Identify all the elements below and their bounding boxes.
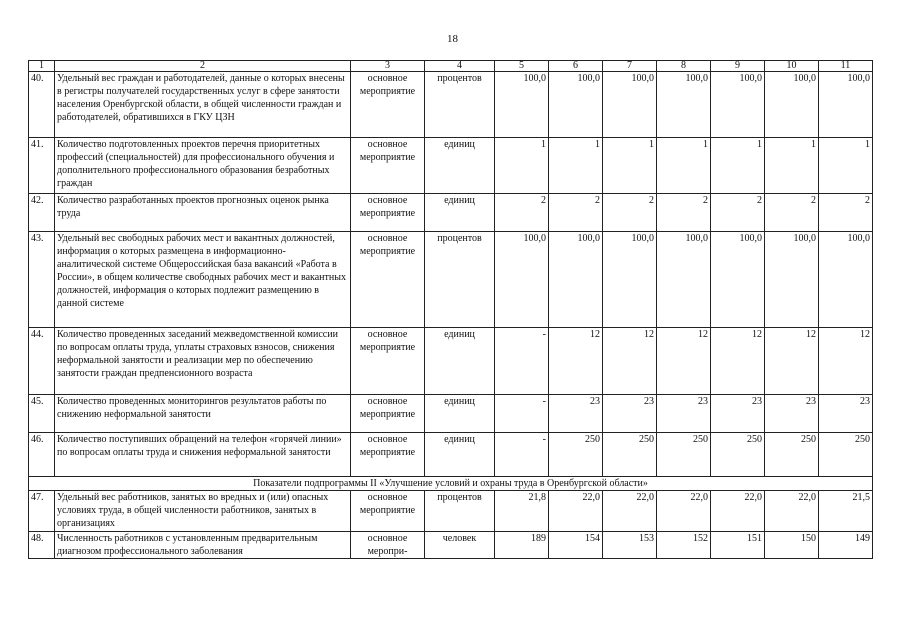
row-number: 48. [29, 532, 55, 559]
indicator-value: 152 [657, 532, 711, 559]
indicator-value: 250 [711, 433, 765, 477]
unit-of-measure: процентов [425, 232, 495, 328]
indicator-value: 100,0 [603, 232, 657, 328]
table-row [29, 491, 873, 532]
indicator-type: основное мероприятие [351, 433, 425, 477]
column-number-2: 2 [55, 61, 351, 72]
indicator-value: 153 [603, 532, 657, 559]
page-number: 18 [447, 33, 458, 45]
indicator-value: 23 [711, 395, 765, 433]
column-number-4: 4 [425, 61, 495, 72]
indicator-value: 23 [657, 395, 711, 433]
indicator-value: 2 [495, 194, 549, 232]
indicator-value: - [495, 433, 549, 477]
row-number: 46. [29, 433, 55, 477]
indicator-value: 100,0 [495, 232, 549, 328]
unit-of-measure: единиц [425, 328, 495, 395]
indicator-value: 21,5 [819, 491, 873, 532]
indicator-value: 100,0 [603, 72, 657, 138]
indicator-value: 154 [549, 532, 603, 559]
row-number: 43. [29, 232, 55, 328]
indicator-value: 149 [819, 532, 873, 559]
indicator-value: 151 [711, 532, 765, 559]
indicator-value: 12 [765, 328, 819, 395]
indicator-value: 2 [603, 194, 657, 232]
indicator-name: Количество подготовленных проектов перечня приоритетных профессий (специальностей) для профессионального обучения и дополнительного профессионального образования безработных граждан [55, 138, 351, 194]
indicator-value: 23 [549, 395, 603, 433]
column-number-7: 7 [603, 61, 657, 72]
indicator-value: 100,0 [711, 72, 765, 138]
indicator-name: Удельный вес граждан и работодателей, данные о которых внесены в регистры получателей государственных услуг в сфере занятости населения Оренбургской области, в общей численности граждан и работодателей, обратившихся в ГКУ ЦЗН [55, 72, 351, 138]
indicator-value: 250 [549, 433, 603, 477]
unit-of-measure: единиц [425, 395, 495, 433]
indicator-value: 250 [603, 433, 657, 477]
indicator-value: 100,0 [819, 232, 873, 328]
indicator-name: Удельный вес работников, занятых во вредных и (или) опасных условиях труда, в общей численности работников, занятых в организациях [55, 491, 351, 532]
indicator-value: 2 [549, 194, 603, 232]
column-number-10: 10 [765, 61, 819, 72]
indicator-value: 12 [711, 328, 765, 395]
column-number-3: 3 [351, 61, 425, 72]
indicator-value: 2 [657, 194, 711, 232]
indicator-value: 100,0 [711, 232, 765, 328]
table-row [29, 232, 873, 328]
indicator-value: 21,8 [495, 491, 549, 532]
indicator-value: 250 [657, 433, 711, 477]
row-number: 41. [29, 138, 55, 194]
indicator-value: 1 [495, 138, 549, 194]
indicator-value: 2 [819, 194, 873, 232]
indicator-value: 23 [765, 395, 819, 433]
indicator-name: Количество проведенных заседаний межведомственной комиссии по вопросам оплаты труда, уплаты страховых взносов, снижения неформальной занятости и реализации мер по обеспечению занятости граждан предпенсионного возраста [55, 328, 351, 395]
row-number: 44. [29, 328, 55, 395]
indicator-value: 250 [765, 433, 819, 477]
indicator-value: 12 [819, 328, 873, 395]
indicator-value: 100,0 [765, 232, 819, 328]
indicator-value: 100,0 [819, 72, 873, 138]
table-row [29, 138, 873, 194]
indicator-value: 23 [603, 395, 657, 433]
indicator-value: - [495, 395, 549, 433]
indicator-name: Количество проведенных мониторингов результатов работы по снижению неформальной занятости [55, 395, 351, 433]
row-number: 47. [29, 491, 55, 532]
indicator-type: основное мероприятие [351, 138, 425, 194]
indicator-value: 12 [549, 328, 603, 395]
indicator-value: 1 [549, 138, 603, 194]
unit-of-measure: единиц [425, 138, 495, 194]
indicator-value: 1 [711, 138, 765, 194]
section-row [29, 477, 873, 491]
indicator-type: основное мероприятие [351, 328, 425, 395]
indicator-type: основное мероприятие [351, 232, 425, 328]
indicator-type: основное мероприятие [351, 395, 425, 433]
table-row [29, 395, 873, 433]
unit-of-measure: единиц [425, 433, 495, 477]
unit-of-measure: человек [425, 532, 495, 559]
indicator-type: основное мероприятие [351, 72, 425, 138]
indicator-value: 12 [603, 328, 657, 395]
indicator-value: 1 [657, 138, 711, 194]
table-body [29, 72, 873, 559]
indicators-table [28, 60, 873, 559]
subprogram-section-title: Показатели подпрограммы II «Улучшение условий и охраны труда в Оренбургской области» [29, 477, 873, 491]
indicator-value: 100,0 [657, 72, 711, 138]
indicator-value: 100,0 [549, 72, 603, 138]
indicator-value: 2 [711, 194, 765, 232]
table-row [29, 532, 873, 559]
column-number-5: 5 [495, 61, 549, 72]
column-number-1: 1 [29, 61, 55, 72]
indicator-value: 250 [819, 433, 873, 477]
indicator-value: 1 [603, 138, 657, 194]
column-number-11: 11 [819, 61, 873, 72]
indicator-value: 22,0 [711, 491, 765, 532]
indicator-value: 100,0 [657, 232, 711, 328]
table-row [29, 328, 873, 395]
indicator-value: 22,0 [603, 491, 657, 532]
column-number-8: 8 [657, 61, 711, 72]
indicator-name: Количество поступивших обращений на телефон «горячей линии» по вопросам оплаты труда и снижения неформальной занятости [55, 433, 351, 477]
indicator-type: основное мероприятие [351, 491, 425, 532]
indicator-value: 100,0 [495, 72, 549, 138]
indicator-value: 2 [765, 194, 819, 232]
unit-of-measure: процентов [425, 491, 495, 532]
unit-of-measure: единиц [425, 194, 495, 232]
indicator-value: 100,0 [549, 232, 603, 328]
indicator-value: 22,0 [549, 491, 603, 532]
indicator-name: Удельный вес свободных рабочих мест и вакантных должностей, информация о которых размещена в информационно-аналитической системе Общероссийская база вакансий «Работа в России», в общем количестве свободных рабочих мест и вакантных должностей, информация о которых подлежит размещению в данной системе [55, 232, 351, 328]
row-number: 45. [29, 395, 55, 433]
indicator-value: 12 [657, 328, 711, 395]
column-number-9: 9 [711, 61, 765, 72]
table-row [29, 72, 873, 138]
indicator-value: 1 [819, 138, 873, 194]
indicator-type: основное меропри- [351, 532, 425, 559]
indicator-name: Численность работников с установленным предварительным диагнозом профессионального заболевания [55, 532, 351, 559]
indicator-value: 189 [495, 532, 549, 559]
row-number: 42. [29, 194, 55, 232]
indicator-type: основное мероприятие [351, 194, 425, 232]
indicator-value: 22,0 [657, 491, 711, 532]
table-row [29, 433, 873, 477]
indicator-value: 150 [765, 532, 819, 559]
indicator-value: 23 [819, 395, 873, 433]
indicator-value: 100,0 [765, 72, 819, 138]
column-number-6: 6 [549, 61, 603, 72]
table-row [29, 194, 873, 232]
column-number-row [29, 61, 873, 72]
unit-of-measure: процентов [425, 72, 495, 138]
indicator-value: 22,0 [765, 491, 819, 532]
indicator-name: Количество разработанных проектов прогнозных оценок рынка труда [55, 194, 351, 232]
indicator-value: 1 [765, 138, 819, 194]
row-number: 40. [29, 72, 55, 138]
indicator-value: - [495, 328, 549, 395]
